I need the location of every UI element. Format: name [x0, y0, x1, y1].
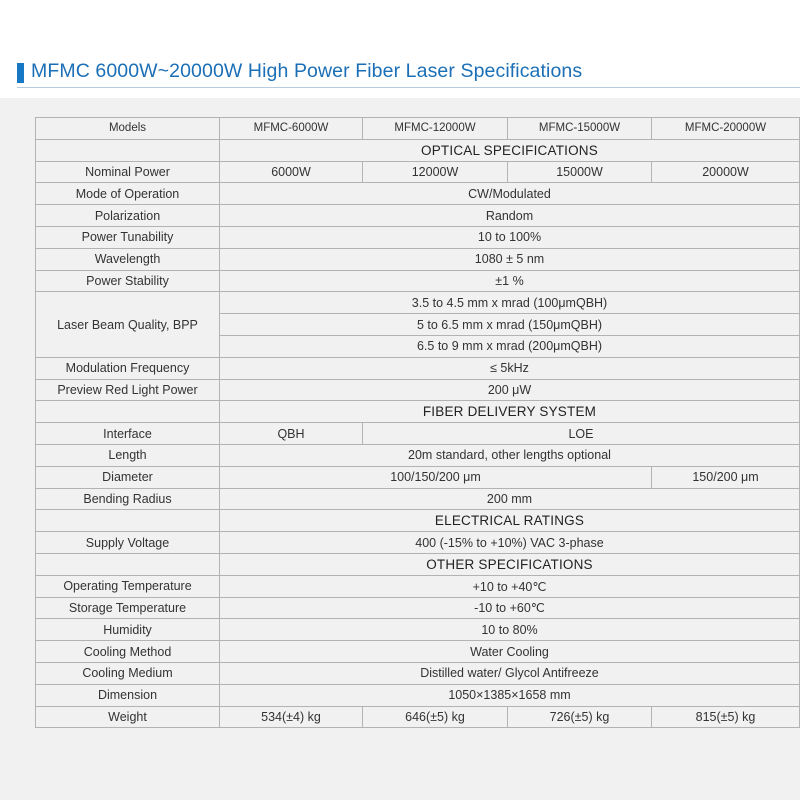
cell-value: Water Cooling [220, 641, 800, 663]
cell-value: 10 to 100% [220, 226, 800, 248]
cell-value: ≤ 5kHz [220, 357, 800, 379]
cell-value: 1080 ± 5 nm [220, 248, 800, 270]
cell-value: -10 to +60℃ [220, 597, 800, 619]
cell-value: 534(±4) kg [220, 706, 363, 728]
table-row [36, 641, 800, 663]
table-row [36, 205, 800, 227]
row-label: Preview Red Light Power [36, 379, 220, 401]
title-accent-bar [17, 63, 24, 83]
row-label: Cooling Medium [36, 662, 220, 684]
cell-value: 200 mm [220, 488, 800, 510]
table-row [36, 226, 800, 248]
cell-value: 815(±5) kg [652, 706, 800, 728]
section-spacer [36, 553, 220, 575]
table-row [36, 161, 800, 183]
table-row [36, 183, 800, 205]
page-header [0, 0, 800, 98]
table-row [36, 684, 800, 706]
row-label: Polarization [36, 205, 220, 227]
cell-value: QBH [220, 423, 363, 445]
section-row [36, 139, 800, 161]
table-row [36, 619, 800, 641]
section-fiber: FIBER DELIVERY SYSTEM [220, 401, 800, 423]
cell-value: Distilled water/ Glycol Antifreeze [220, 662, 800, 684]
row-label: Storage Temperature [36, 597, 220, 619]
cell-value: 150/200 μm [652, 466, 800, 488]
cell-value: 646(±5) kg [363, 706, 508, 728]
row-label: Humidity [36, 619, 220, 641]
table-row [36, 423, 800, 445]
cell-value: CW/Modulated [220, 183, 800, 205]
table-row [36, 379, 800, 401]
cell-value: 5 to 6.5 mm x mrad (150μmQBH) [220, 314, 800, 336]
cell-value: 1050×1385×1658 mm [220, 684, 800, 706]
section-row [36, 553, 800, 575]
title-underline [17, 87, 800, 88]
models-label: Models [36, 118, 220, 140]
page-title: MFMC 6000W~20000W High Power Fiber Laser Specifications [31, 60, 583, 82]
cell-value: LOE [363, 423, 800, 445]
row-label: Supply Voltage [36, 532, 220, 554]
table-row [36, 466, 800, 488]
section-row [36, 401, 800, 423]
row-label: Length [36, 444, 220, 466]
cell-value: 3.5 to 4.5 mm x mrad (100μmQBH) [220, 292, 800, 314]
row-label: Weight [36, 706, 220, 728]
row-label: Mode of Operation [36, 183, 220, 205]
row-label: Interface [36, 423, 220, 445]
table-row [36, 292, 800, 314]
cell-value: 200 μW [220, 379, 800, 401]
table-row [36, 532, 800, 554]
cell-value: ±1 % [220, 270, 800, 292]
model-15000w: MFMC-15000W [508, 118, 652, 140]
cell-value: 100/150/200 μm [220, 466, 652, 488]
row-label: Modulation Frequency [36, 357, 220, 379]
table-row [36, 575, 800, 597]
row-label: Wavelength [36, 248, 220, 270]
row-label: Cooling Method [36, 641, 220, 663]
section-optical: OPTICAL SPECIFICATIONS [220, 139, 800, 161]
row-label: Power Stability [36, 270, 220, 292]
row-label: Laser Beam Quality, BPP [36, 292, 220, 357]
section-row [36, 510, 800, 532]
row-label: Diameter [36, 466, 220, 488]
cell-value: 15000W [508, 161, 652, 183]
table-row [36, 706, 800, 728]
table-row [36, 597, 800, 619]
spec-table [35, 117, 800, 728]
cell-value: +10 to +40℃ [220, 575, 800, 597]
cell-value: 12000W [363, 161, 508, 183]
section-spacer [36, 510, 220, 532]
section-spacer [36, 139, 220, 161]
cell-value: 20000W [652, 161, 800, 183]
table-row [36, 357, 800, 379]
table-row [36, 662, 800, 684]
row-label: Power Tunability [36, 226, 220, 248]
section-electrical: ELECTRICAL RATINGS [220, 510, 800, 532]
model-12000w: MFMC-12000W [363, 118, 508, 140]
row-label: Operating Temperature [36, 575, 220, 597]
cell-value: 726(±5) kg [508, 706, 652, 728]
section-other: OTHER SPECIFICATIONS [220, 553, 800, 575]
cell-value: 400 (-15% to +10%) VAC 3-phase [220, 532, 800, 554]
row-label: Bending Radius [36, 488, 220, 510]
cell-value: 6000W [220, 161, 363, 183]
table-row [36, 248, 800, 270]
cell-value: 20m standard, other lengths optional [220, 444, 800, 466]
model-20000w: MFMC-20000W [652, 118, 800, 140]
table-row [36, 444, 800, 466]
section-spacer [36, 401, 220, 423]
models-row [36, 118, 800, 140]
cell-value: 6.5 to 9 mm x mrad (200μmQBH) [220, 335, 800, 357]
row-label: Nominal Power [36, 161, 220, 183]
model-6000w: MFMC-6000W [220, 118, 363, 140]
cell-value: Random [220, 205, 800, 227]
table-row [36, 270, 800, 292]
cell-value: 10 to 80% [220, 619, 800, 641]
table-row [36, 488, 800, 510]
row-label: Dimension [36, 684, 220, 706]
